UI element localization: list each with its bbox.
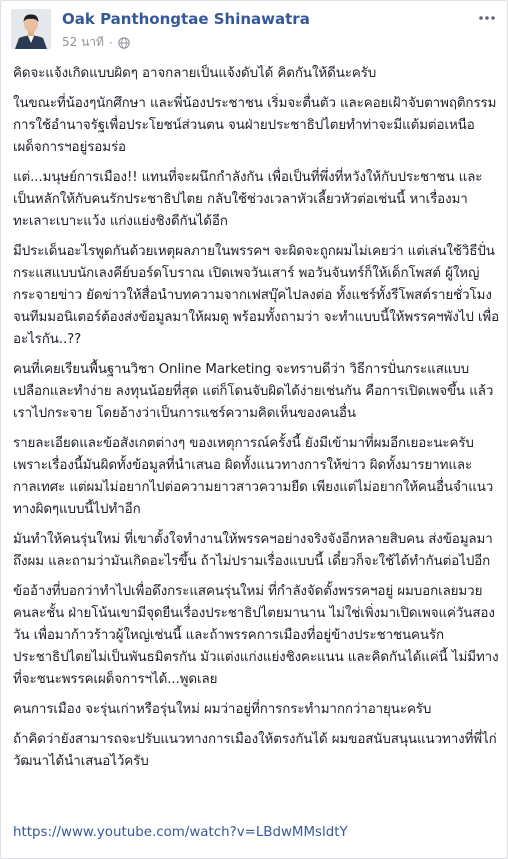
post-paragraph: ข้ออ้างที่บอกว่าทำไปเพื่อดึงกระแสคนรุ่นใหม่ ที่กำลังจัดตั้งพรรคฯอยู่ ผมบอกเลยมวยคนละชั้น ฝ่ายโน้นเขามีจุดยืนเรื่องประชาธิปไตยมานาน ไม่ใช่เพิ่งมาเปิดเพจแค่วันสองวัน เพื่อมาก้าวร้าวผู้ใหญ่เช่นนี้ และถ้าพรรคการเมืองที่อยู่ข้างประชาชนคนรักประชาธิปไตยไม่เป็นพันธมิตรกัน มัวแต่งแก่งแย่งชิงคะแนน และคิดกันได้แค่นี้ ไม่มีทางที่จะชนะพรรคเผด็จการฯได้...พูดเลย xyxy=(13,584,499,687)
youtube-link[interactable]: https://www.youtube.com/watch?v=LBdwMMsldtY xyxy=(13,825,348,840)
post-body xyxy=(13,63,501,781)
post-paragraph: คิดจะแจ้งเกิดแบบผิดๆ อาจกลายเป็นแจ้งดับได้ คิดกันให้ดีนะครับ xyxy=(13,66,377,81)
post-meta xyxy=(62,33,130,52)
post-paragraph: รายละเอียดและข้อสังเกตต่างๆ ของเหตุการณ์ครั้งนี้ ยังมีเข้ามาที่ผมอีกเยอะนะครับ เพราะเรื่องนี้มันผิดทั้งข้อมูลที่นำเสนอ ผิดทั้งแนวทางการให้ข่าว ผิดทั้งมารยาทและกาลเทศะ แต่ผมไม่อยากไปต่อความยาวสาวความยืด เพียงแต่ไม่อยากให้คนอื่นจำแนวทางผิดๆแบบนี้ไปทำอีก xyxy=(13,436,494,517)
post-timestamp[interactable]: 52 นาที xyxy=(62,35,104,49)
post-header xyxy=(1,1,507,61)
author-avatar[interactable] xyxy=(11,9,51,49)
post-paragraph: ถ้าคิดว่ายังสามารถจะปรับแนวทางการเมืองให้ตรงกันได้ ผมขอสนับสนุนแนวทางที่พี่ไก่วัฒนาได้นำเสนอไว้ครับ xyxy=(13,732,497,769)
author-name[interactable]: Oak Panthongtae Shinawatra xyxy=(62,10,310,28)
meta-separator: · xyxy=(108,35,113,50)
post-paragraph: มีประเด็นอะไรพูดกันด้วยเหตุผลภายในพรรคฯ จะผิดจะถูกผมไม่เคยว่า แต่เล่นใช้วิธีปั่นกระแสแบบนักเลงคีย์บอร์ดโบราณ เปิดเพจวันเสาร์ พอวันจันทร์ก็ให้เด็กโพสต์ ผู้ใหญ่กระจายข่าว ยัดข่าวให้สื่อนำบทความจากเฟสบุ๊คไปลงต่อ ทั้งแชร์ทั้งรีโพสต์รายชั่วโมง จนทีมมอนิเตอร์ต้องส่งข้อมูลมาให้ผมดู พร้อมทั้งถามว่า จะทำแบบนี้ให้พรรคฯพังไป เพื่ออะไรกัน..?? xyxy=(13,244,500,347)
globe-icon[interactable] xyxy=(118,37,130,49)
more-options-icon[interactable] xyxy=(478,9,496,21)
post-paragraph: มันทำให้คนรุ่นใหม่ ที่เขาตั้งใจทำงานให้พรรคฯอย่างจริงจังอีกหลายสิบคน ส่งข้อมูลมาถึงผม และถามว่ามันเกิดอะไรขึ้น ถ้าไม่ปรามเรื่องแบบนี้ เดี๋ยวก็จะใช้ได้ทำกันต่อไปอีก xyxy=(13,532,493,569)
post-paragraph: คนการเมือง จะรุ่นเก่าหรือรุ่นใหม่ ผมว่าอยู่ที่การกระทำมากกว่าอายุนะครับ xyxy=(13,702,432,717)
post-paragraph: ในขณะที่น้องๆนักศึกษา และพี่น้องประชาชน เริ่มจะตื่นตัว และคอยเฝ้าจับตาพฤติกรรมการใช้อำนาจรัฐเพื่อประโยชน์ส่วนตน จนฝ่ายประชาธิปไตยทำท่าจะมีแต้มต่อเหนือเผด็จการฯอยู่รอมร่อ xyxy=(13,96,497,155)
post-paragraph: แต่...มนุษย์การเมือง!! แทนที่จะผนึกกำลังกัน เพื่อเป็นที่พึ่งที่หวังให้กับประชาชน และเป็นหลักให้กับคนรักประชาธิปไตย กลับใช้ช่วงเวลาหัวเลี้ยวหัวต่อเช่นนี้ หาเรื่องมาทะเลาะเบาะแว้ง แก่งแย่งชิงดีกันได้อีก xyxy=(13,170,483,229)
post-paragraph: คนที่เคยเรียนพื้นฐานวิชา Online Marketing จะทราบดีว่า วิธีการปั่นกระแสแบบเปลือกและทำง่าย ลงทุนน้อยที่สุด แต่ก็โดนจับผิดได้ง่ายเช่นกัน คือการเปิดเพจขึ้น แล้วเราไปกระจาย โดยอ้างว่าเป็นการแชร์ความคิดเห็นของคนอื่น xyxy=(13,362,494,421)
